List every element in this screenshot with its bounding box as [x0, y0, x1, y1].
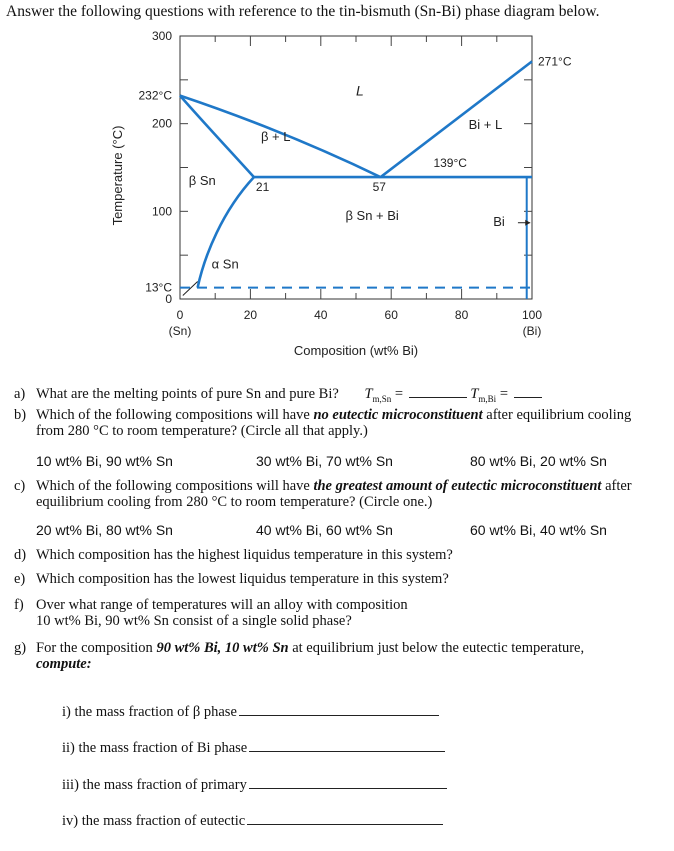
option-c3[interactable]: 60 wt% Bi, 40 wt% Sn: [470, 522, 607, 538]
phase-two-solid-label: β Sn + Bi: [345, 208, 399, 224]
subquestion-i: i) the mass fraction of β phase: [62, 703, 439, 721]
answer-blank-iii[interactable]: [249, 776, 447, 789]
x-tick-label: 20: [243, 308, 258, 322]
bi-arrowhead: [525, 220, 530, 226]
phase-alpha-sn-label: α Sn: [211, 256, 239, 272]
subquestion-iv: iv) the mass fraction of eutectic: [62, 812, 443, 830]
tm-sn: $T_{m,Sn}$: [364, 386, 392, 404]
question-g: g) For the composition 90 wt% Bi, 10 wt% Sn at equilibrium just below the eutectic temperature, compute:: [14, 640, 585, 672]
phase-bi-liquid-label: Bi + L: [468, 116, 503, 132]
phase-diagram: [0, 0, 674, 380]
answer-blank-iv[interactable]: [247, 812, 443, 825]
tm-bi-answer-blank[interactable]: [514, 385, 542, 398]
y-tick-label: 0: [165, 292, 172, 306]
answer-blank-ii[interactable]: [249, 739, 445, 752]
option-b3[interactable]: 80 wt% Bi, 20 wt% Sn: [470, 453, 607, 469]
sn-melting-label: 232°C: [138, 88, 172, 103]
x-tick-label: 60: [384, 308, 398, 322]
x-tick-label: 80: [454, 308, 469, 322]
eutectic-temp-label: 139°C: [433, 156, 467, 171]
question-text: What are the melting points of pure Sn and pure Bi?: [36, 386, 339, 402]
x-tick-label: 0: [176, 308, 184, 322]
option-c1[interactable]: 20 wt% Bi, 80 wt% Sn: [36, 522, 173, 538]
question-d: d) Which composition has the highest liquidus temperature in this system?: [14, 547, 453, 563]
phase-liquid-label: L: [356, 82, 364, 99]
instructions: Answer the following questions with reference to the tin-bismuth (Sn-Bi) phase diagram below.: [6, 3, 600, 20]
y-tick-label: 100: [151, 204, 172, 219]
answer-blank-i[interactable]: [239, 703, 439, 716]
phase-beta-sn-label: β Sn: [188, 173, 216, 189]
y-axis-label: Temperature (°C): [110, 125, 125, 226]
question-f: f) Over what range of temperatures will an alloy with composition 10 wt% Bi, 90 wt% Sn consist of a single solid phase?: [14, 597, 408, 629]
option-b2[interactable]: 30 wt% Bi, 70 wt% Sn: [256, 453, 393, 469]
y-tick-label: 200: [151, 116, 172, 131]
x-end-label-sn: (Sn): [168, 324, 192, 338]
question-a: a) What are the melting points of pure Sn and pure Bi? $T_{m,Sn} = T_{m,Bi}$ =: [14, 385, 542, 407]
composition-57-label: 57: [372, 180, 386, 195]
phase-beta-liquid-label: β + L: [260, 129, 291, 145]
composition-21-label: 21: [255, 180, 270, 195]
subquestion-ii: ii) the mass fraction of Bi phase: [62, 739, 445, 757]
x-end-label-bi: (Bi): [522, 324, 542, 338]
question-c: c) Which of the following compositions will have the greatest amount of eutectic microconstituent after equilibrium cooling from 280 °C to room temperature? (Circle one.): [14, 478, 632, 510]
y-tick-label: 300: [151, 29, 172, 43]
question-b: b) Which of the following compositions will have no eutectic microconstituent after equilibrium cooling from 280 °C to room temperature? (Circle all that apply.): [14, 407, 632, 439]
tm-sn-answer-blank[interactable]: [409, 385, 467, 398]
subquestion-iii: iii) the mass fraction of primary: [62, 776, 447, 794]
x-axis-label: Composition (wt% Bi): [293, 343, 419, 358]
allotropic-temp-label: 13°C: [145, 280, 172, 295]
x-tick-label: 40: [314, 308, 328, 322]
x-tick-label: 100: [521, 308, 543, 322]
option-c2[interactable]: 40 wt% Bi, 60 wt% Sn: [256, 522, 393, 538]
phase-bi-label: Bi: [493, 214, 505, 230]
question-label: a): [14, 386, 26, 402]
question-e: e) Which composition has the lowest liquidus temperature in this system?: [14, 571, 449, 587]
option-b1[interactable]: 10 wt% Bi, 90 wt% Sn: [36, 453, 173, 469]
bi-melting-label: 271°C: [538, 54, 572, 69]
tm-bi: $T_{m,Bi}$: [470, 386, 497, 404]
